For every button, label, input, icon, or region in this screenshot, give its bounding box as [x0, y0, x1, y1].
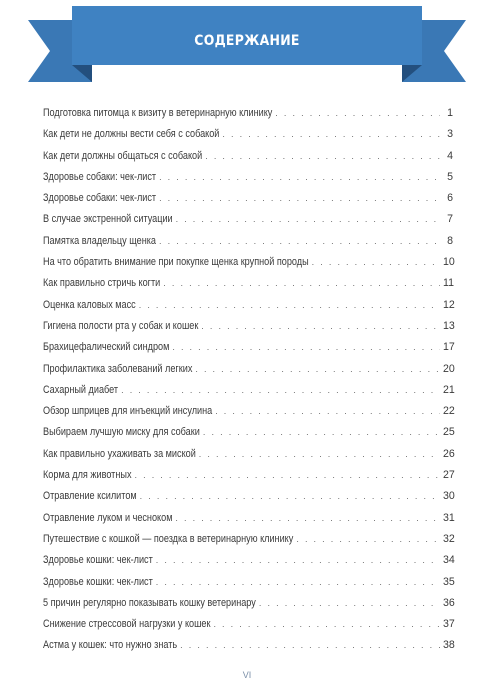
- toc-entry[interactable]: [43, 277, 453, 298]
- toc-entry-page: 37: [443, 618, 455, 631]
- page-title: СОДЕРЖАНИЕ: [194, 33, 300, 49]
- toc-entry-page: 22: [443, 405, 455, 418]
- toc-entry-title: Здоровье кошки: чек-лист: [43, 575, 153, 588]
- toc-entry[interactable]: [43, 405, 453, 426]
- toc-leader: [180, 640, 440, 650]
- toc-entry-page: 31: [443, 511, 455, 524]
- toc-entry-title: Оценка каловых масс: [43, 298, 136, 311]
- toc-entry[interactable]: [43, 490, 453, 511]
- toc-leader: [159, 193, 440, 203]
- toc-entry[interactable]: [43, 213, 453, 234]
- toc-entry[interactable]: [43, 469, 453, 490]
- toc-leader: [139, 300, 440, 310]
- toc-entry[interactable]: [43, 533, 453, 554]
- toc-leader: [296, 534, 440, 544]
- toc-entry[interactable]: [43, 150, 453, 171]
- toc-entry-title: Гигиена полости рта у собак и кошек: [43, 319, 199, 332]
- toc-entry-title: Брахицефалический синдром: [43, 341, 170, 354]
- toc-entry[interactable]: [43, 426, 453, 447]
- toc-entry[interactable]: [43, 363, 453, 384]
- toc-leader: [172, 342, 440, 352]
- toc-entry-page: 38: [443, 639, 455, 652]
- toc-entry-title: Как правильно ухаживать за миской: [43, 447, 196, 460]
- toc-entry[interactable]: [43, 171, 453, 192]
- toc-entry[interactable]: [43, 597, 453, 618]
- toc-entry-title: Профилактика заболеваний легких: [43, 362, 193, 375]
- page-number: VI: [242, 670, 252, 680]
- toc-entry-page: 13: [443, 319, 455, 332]
- toc-entry-title: На что обратить внимание при покупке щенка крупной породы: [43, 256, 309, 269]
- toc-entry-title: Подготовка питомца к визиту в ветеринарную клинику: [43, 107, 273, 119]
- toc-entry[interactable]: [43, 384, 453, 405]
- toc-entry-page: 32: [443, 532, 455, 545]
- toc-entry-title: Памятка владельцу щенка: [43, 234, 156, 247]
- toc-entry[interactable]: [43, 107, 453, 128]
- toc-entry-page: 6: [447, 192, 453, 205]
- toc-entry[interactable]: [43, 128, 453, 149]
- toc-leader: [140, 491, 440, 501]
- toc-entry-page: 35: [443, 575, 455, 588]
- toc-leader: [159, 172, 440, 182]
- toc-entry[interactable]: [43, 235, 453, 256]
- toc-leader: [312, 257, 440, 267]
- toc-leader: [205, 151, 440, 161]
- toc-entry-title: 5 причин регулярно показывать кошку ветеринару: [43, 596, 256, 609]
- toc-entry-title: Корма для животных: [43, 469, 132, 482]
- toc-entry-page: 12: [443, 298, 455, 311]
- toc-leader: [163, 278, 440, 288]
- toc-entry-page: 30: [443, 490, 455, 503]
- toc-entry-title: Астма у кошек: что нужно знать: [43, 639, 178, 652]
- toc-entry-title: Отравление ксилитом: [43, 490, 137, 503]
- toc-entry-page: 5: [447, 170, 453, 183]
- toc-leader: [201, 321, 440, 331]
- toc-leader: [222, 129, 440, 139]
- toc-entry[interactable]: [43, 639, 453, 660]
- toc-entry-page: 25: [443, 426, 455, 439]
- toc-entry-title: Путешествие с кошкой — поездка в ветеринарную клинику: [43, 532, 294, 545]
- toc-entry[interactable]: [43, 341, 453, 362]
- toc-entry-title: Как дети не должны вести себя с собакой: [43, 128, 220, 141]
- toc-entry-title: Как правильно стричь когти: [43, 277, 161, 290]
- toc-entry-page: 8: [447, 234, 453, 247]
- toc-leader: [135, 470, 441, 480]
- toc-entry-title: Выбираем лучшую миску для собаки: [43, 426, 200, 439]
- toc-entry-title: Здоровье кошки: чек-лист: [43, 554, 153, 567]
- toc-leader: [156, 577, 440, 587]
- toc-entry-page: 11: [443, 277, 454, 290]
- toc-entry[interactable]: [43, 618, 453, 639]
- toc-entry-title: Снижение стрессовой нагрузки у кошек: [43, 618, 211, 631]
- toc-entry-title: Обзор шприцев для инъекций инсулина: [43, 405, 213, 418]
- toc-entry-page: 17: [443, 341, 455, 354]
- toc-leader: [175, 513, 440, 523]
- toc-entry[interactable]: [43, 448, 453, 469]
- toc-entry[interactable]: [43, 576, 453, 597]
- toc-entry[interactable]: [43, 299, 453, 320]
- toc-leader: [176, 214, 440, 224]
- table-of-contents: [43, 107, 453, 661]
- toc-entry-title: Здоровье собаки: чек-лист: [43, 170, 157, 183]
- toc-leader: [203, 427, 440, 437]
- toc-leader: [213, 619, 440, 629]
- toc-entry-title: Здоровье собаки: чек-лист: [43, 192, 157, 205]
- toc-leader: [199, 449, 440, 459]
- toc-entry[interactable]: [43, 512, 453, 533]
- toc-entry-title: Сахарный диабет: [43, 383, 119, 396]
- toc-leader: [195, 364, 440, 374]
- toc-entry-page: 3: [447, 128, 453, 141]
- toc-leader: [159, 236, 440, 246]
- toc-entry[interactable]: [43, 554, 453, 575]
- toc-entry-page: 10: [443, 256, 455, 269]
- toc-leader: [215, 406, 440, 416]
- toc-entry[interactable]: [43, 256, 453, 277]
- toc-entry-page: 26: [443, 447, 455, 460]
- toc-leader: [156, 555, 440, 565]
- toc-entry-title: Как дети должны общаться с собакой: [43, 149, 203, 162]
- toc-leader: [121, 385, 440, 395]
- toc-entry-page: 27: [443, 469, 455, 482]
- toc-entry-page: 36: [443, 596, 455, 609]
- toc-leader: [275, 108, 440, 118]
- toc-entry[interactable]: [43, 192, 453, 213]
- toc-leader: [259, 598, 440, 608]
- toc-entry-page: 34: [443, 554, 455, 567]
- toc-entry-title: В случае экстренной ситуации: [43, 213, 173, 226]
- toc-entry-page: 20: [443, 362, 455, 375]
- toc-entry-page: 1: [447, 107, 453, 119]
- toc-entry-title: Отравление луком и чесноком: [43, 511, 173, 524]
- toc-entry[interactable]: [43, 320, 453, 341]
- toc-entry-page: 4: [447, 149, 453, 162]
- toc-entry-page: 7: [447, 213, 453, 226]
- toc-entry-page: 21: [443, 383, 455, 396]
